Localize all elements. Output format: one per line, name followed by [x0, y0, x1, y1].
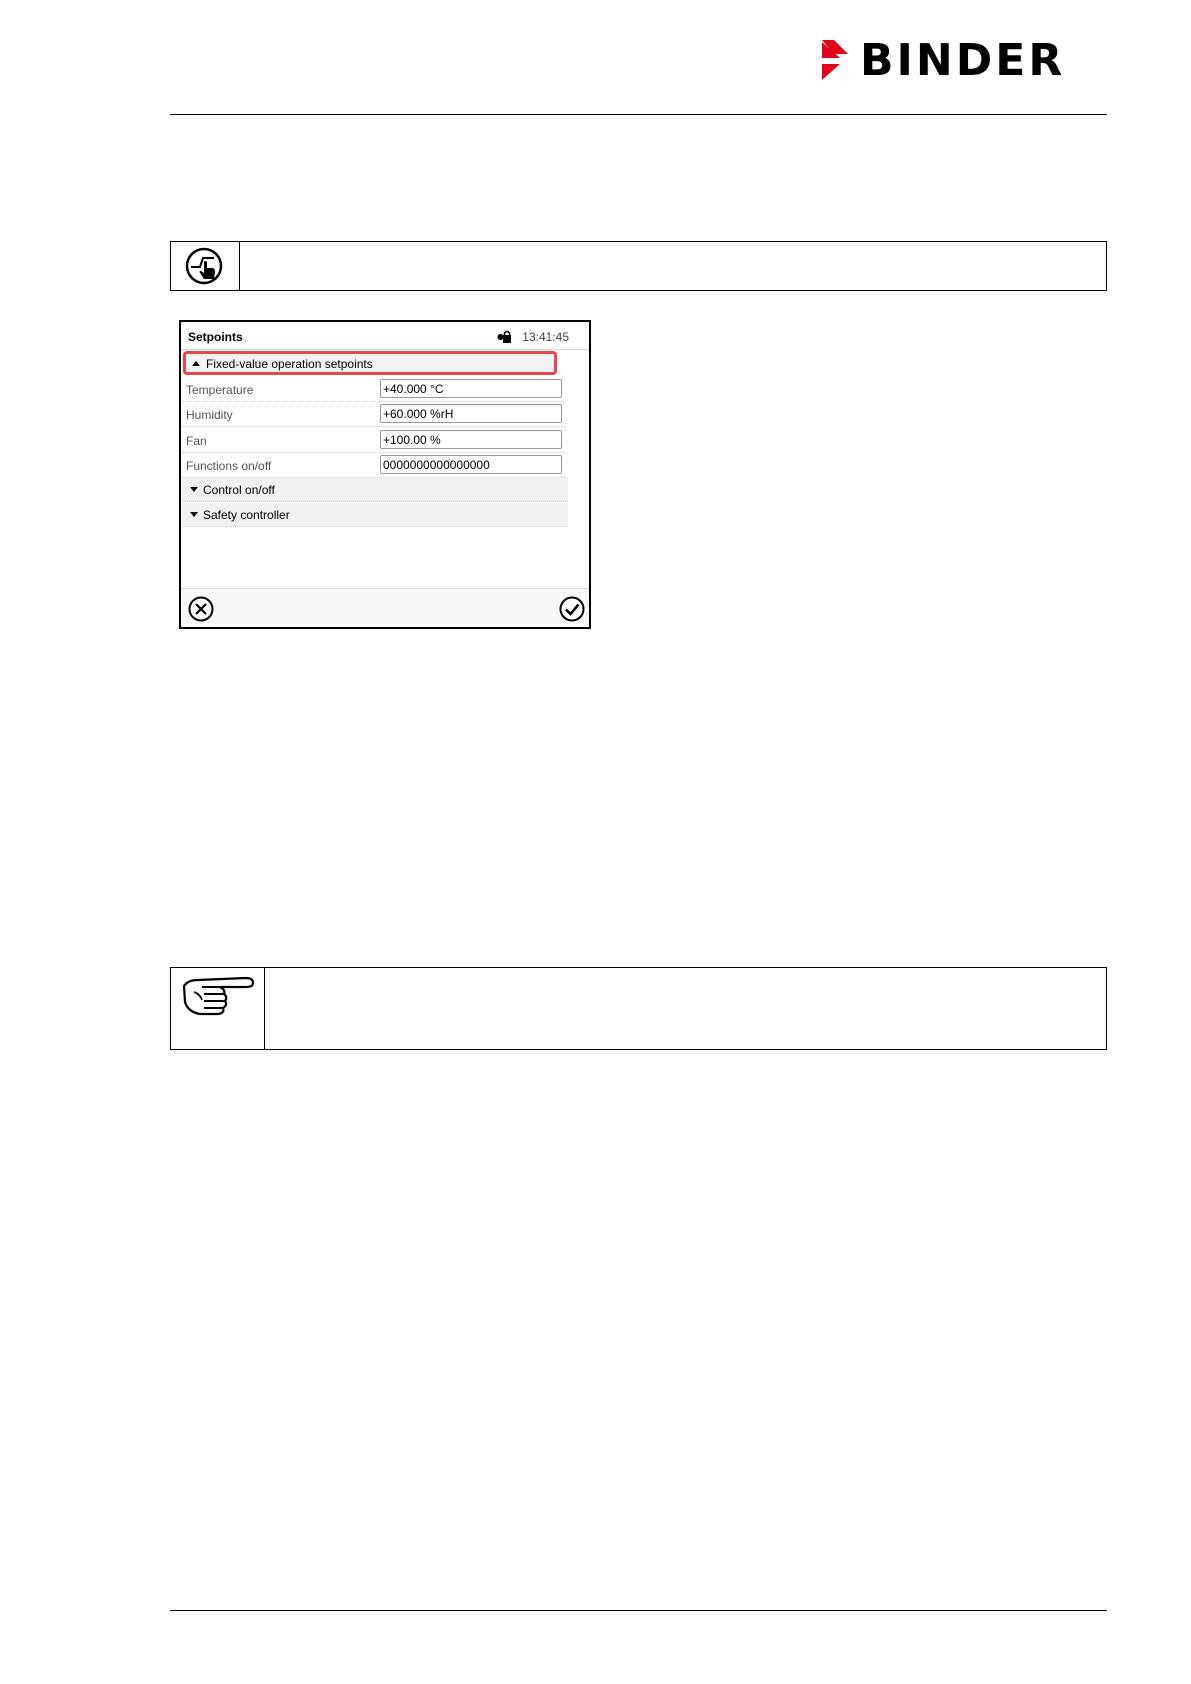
binder-logo: [820, 35, 1066, 86]
setpoint-label: Temperature: [186, 383, 254, 397]
header-rule: [170, 114, 1107, 115]
setpoint-touch-icon: [184, 247, 226, 285]
section-control-on-off[interactable]: [181, 478, 568, 502]
section-label: Safety controller: [203, 508, 290, 522]
collapse-arrow-icon: [192, 361, 200, 366]
screen-header: [181, 322, 589, 350]
humidity-field[interactable]: +60.000 %rH: [380, 404, 562, 423]
section-fixed-value-setpoints[interactable]: [183, 351, 557, 375]
expand-arrow-icon: [190, 487, 198, 492]
screen-footer: [181, 588, 589, 627]
lock-icon: [497, 330, 511, 343]
temperature-field[interactable]: +40.000 °C: [380, 379, 562, 398]
note-icon-cell: [171, 968, 265, 1049]
setpoint-label: Humidity: [186, 408, 233, 422]
instruction-box: [170, 241, 1107, 291]
brand-name: BINDER: [860, 35, 1066, 86]
expand-arrow-icon: [190, 512, 198, 517]
setpoint-label: Fan: [186, 434, 207, 448]
confirm-icon[interactable]: [559, 596, 585, 622]
screen-clock: 13:41:45: [522, 330, 569, 344]
instruction-icon-cell: [171, 242, 240, 290]
setpoint-row-functions: [181, 453, 566, 478]
section-label: Control on/off: [203, 483, 275, 497]
functions-field[interactable]: 0000000000000000: [380, 455, 562, 474]
footer-rule: [170, 1610, 1107, 1611]
setpoint-row-humidity: [181, 402, 566, 427]
setpoint-label: Functions on/off: [186, 459, 272, 473]
cancel-icon[interactable]: [188, 596, 214, 622]
section-label: Fixed-value operation setpoints: [206, 357, 373, 371]
binder-logo-mark: [820, 38, 854, 84]
instruction-text: [240, 242, 1106, 290]
setpoints-screen: [179, 320, 591, 629]
setpoint-row-temperature: [181, 377, 566, 402]
section-safety-controller[interactable]: [181, 503, 568, 527]
note-box: [170, 967, 1107, 1050]
pointing-hand-icon: [180, 972, 256, 1022]
fan-field[interactable]: +100.00 %: [380, 430, 562, 449]
setpoint-row-fan: [181, 428, 566, 453]
note-text: [265, 968, 1106, 1049]
screen-title: Setpoints: [188, 330, 243, 344]
